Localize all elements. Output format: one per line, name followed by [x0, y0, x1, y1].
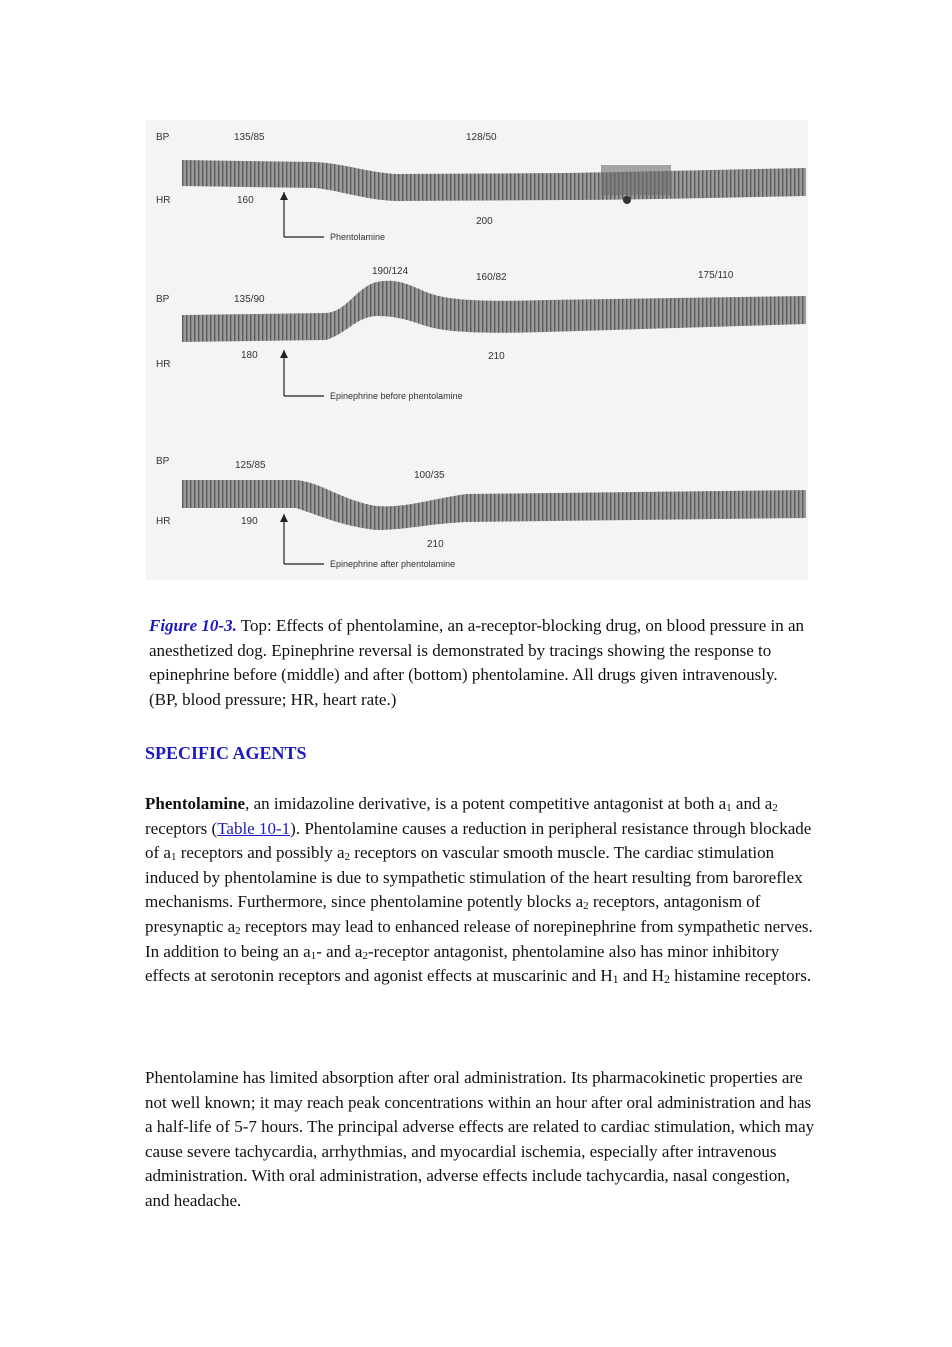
section-heading: SPECIFIC AGENTS	[145, 743, 307, 763]
panel1-hr-start: 160	[237, 195, 254, 206]
panel2-hr-end: 210	[488, 351, 505, 362]
panel3-bp-dip: 100/35	[414, 470, 445, 481]
panel1-arrowhead	[280, 192, 288, 200]
panel1-drug-label: Phentolamine	[330, 232, 386, 242]
panel2-drug-label: Epinephrine before phentolamine	[330, 391, 463, 401]
bold-term: Phentolamine	[145, 794, 246, 813]
figure-10-3	[146, 120, 808, 580]
figure-caption	[149, 614, 809, 712]
panel2-bp-2: 190/124	[372, 266, 409, 277]
panel1-hr-end: 200	[476, 216, 493, 227]
panel3-bp-start: 125/85	[235, 460, 266, 471]
panel3-trace	[182, 480, 806, 530]
panel2-bp-3: 160/82	[476, 272, 507, 283]
panel2-bp-label: BP	[156, 294, 170, 305]
panel2-bp-4: 175/110	[698, 270, 734, 281]
panel1-marker	[623, 196, 631, 204]
panel2-trace	[182, 281, 806, 342]
panel1-bp-label: BP	[156, 132, 170, 143]
panel2-hr-label: HR	[156, 359, 171, 370]
table-10-1-link[interactable]: Table 10-1	[217, 818, 291, 838]
panel2-arrowhead	[280, 350, 288, 358]
panel3-arrowhead	[280, 514, 288, 522]
panel1-trace	[182, 160, 806, 201]
panel-epinephrine-before	[156, 266, 806, 401]
paragraph-pharmacokinetics: Phentolamine has limited absorption after oral administration. Its pharmacokinetic properties are not well known; it may reach peak concentrations within an hour after oral administration and has a half-life of 5-7 hours. The principal adverse effects are related to cardiac stimulation, which may cause severe tachycardia, arrhythmias, and myocardial ischemia, especially after intravenous administration. With oral administration, adverse effects include tachycardia, nasal congestion, and headache.	[145, 1068, 815, 1210]
paragraph-phentolamine: Phentolamine, an imidazoline derivative, is a potent competitive antagonist at both $a_1$ and $a_2$ receptors (Table 10-1). Phentolamine causes a reduction in peripheral resistance through blockade of $a_1$ receptors and possibly $a_2$ receptors on vascular smooth muscle. The cardiac stimulation induced by phentolamine is due to sympathetic stimulation of the heart resulting from baroreflex mechanisms. Furthermore, since phentolamine potently blocks $a_2$ receptors, antagonism of presynaptic $a_2$ receptors may lead to enhanced release of norepinephrine from sympathetic nerves. In addition to being an $a_1-$ and $a_2$-receptor antagonist, phentolamine also has minor inhibitory effects at serotonin receptors and agonist effects at muscarinic and $H_1$ and $H_2$ histamine receptors.	[145, 794, 813, 987]
panel1-dark-segment	[601, 165, 671, 195]
panel1-bp-end: 128/50	[466, 132, 497, 143]
panel3-bp-label: BP	[156, 456, 170, 467]
caption-text: Top: Effects of phentolamine, an a-receptor-blocking drug, on blood pressure in an anesthetized dog. Epinephrine reversal is demonstrated by tracings showing the response to epinephrine before (middle) and after (bottom) phentolamine. All drugs given intravenously. (BP, blood pressure; HR, heart rate.)	[149, 616, 805, 709]
panel-epinephrine-after	[156, 456, 806, 569]
panel3-hr-start: 190	[241, 516, 258, 527]
caption-label: Figure 10-3.	[149, 616, 237, 635]
panel3-drug-label: Epinephrine after phentolamine	[330, 559, 456, 569]
panel3-hr-end: 210	[427, 539, 444, 550]
panel1-bp-start: 135/85	[234, 132, 265, 143]
panel3-hr-label: HR	[156, 516, 171, 527]
panel-phentolamine	[156, 132, 806, 242]
panel2-hr-start: 180	[241, 350, 258, 361]
tracing-figure	[146, 120, 808, 580]
panel2-bp-1: 135/90	[234, 294, 265, 305]
panel1-hr-label: HR	[156, 195, 171, 206]
